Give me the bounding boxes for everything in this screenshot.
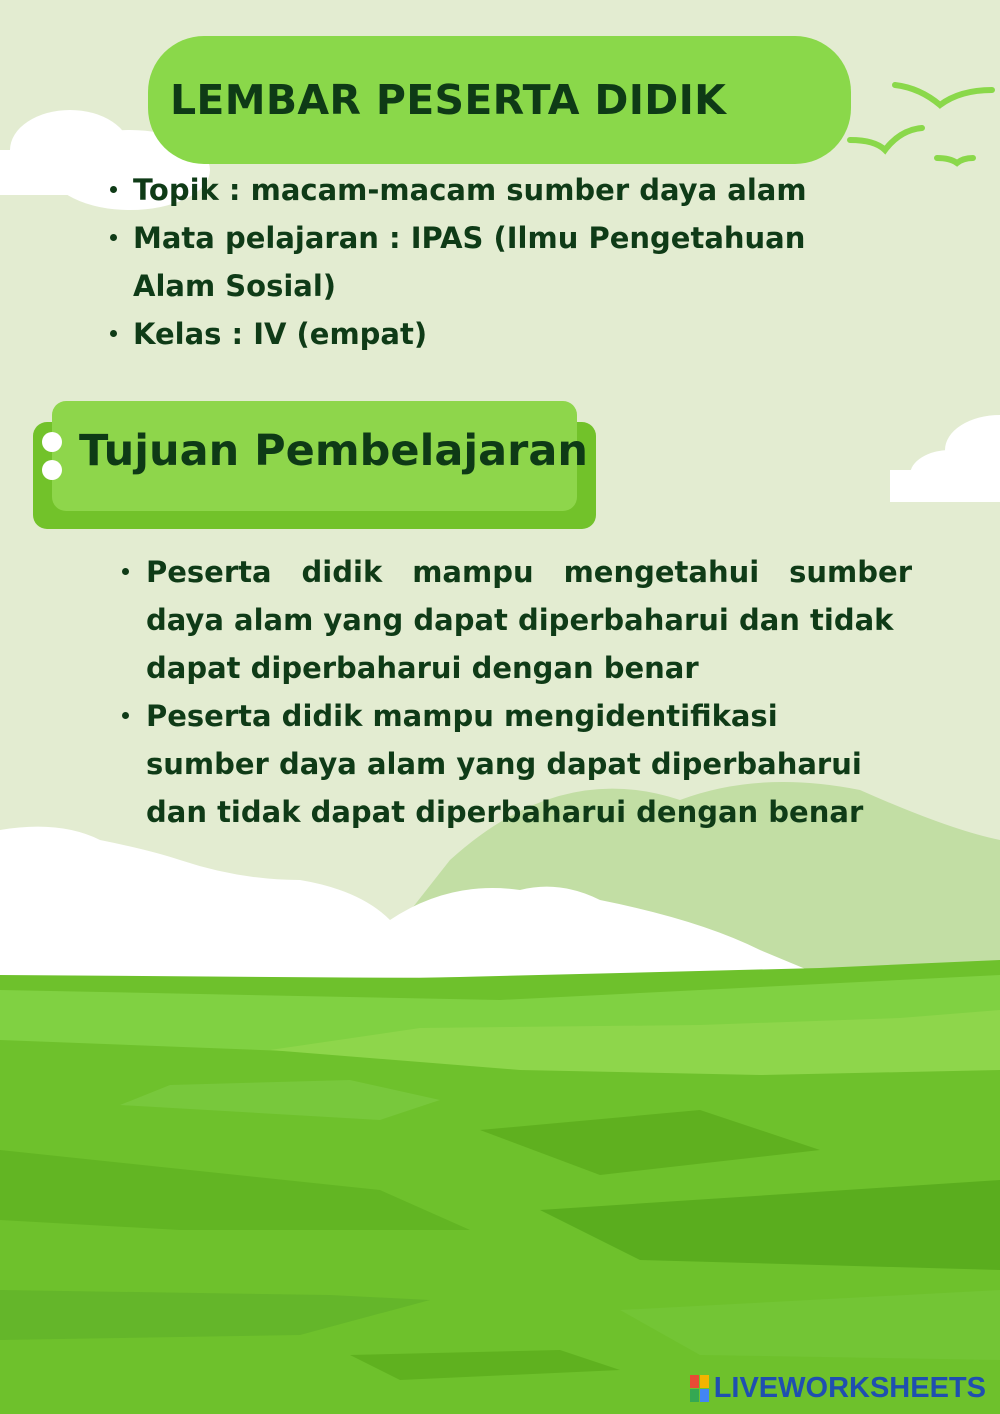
page-title: LEMBAR PESERTA DIDIK [170, 76, 727, 124]
liveworksheets-logo-icon [690, 1375, 710, 1403]
goal-word: Peserta [146, 555, 272, 589]
watermark-text: LIVEWORKSHEETS [713, 1372, 986, 1404]
goal-word: sumber [789, 555, 912, 589]
info-item-topic: Topik : macam-macam sumber daya alam [133, 166, 873, 214]
goal-list [146, 548, 912, 836]
goal-word: mampu [412, 555, 534, 589]
info-list [133, 166, 873, 358]
info-item-subject: Mata pelajaran : IPAS (Ilmu Pengetahuan Alam Sosial) [133, 214, 873, 310]
birds [850, 85, 992, 163]
section-title: Tujuan Pembelajaran [79, 426, 588, 476]
title-banner [148, 36, 851, 164]
decor-dot-top [42, 432, 62, 452]
goal-item-2: Peserta didik mampu mengidentifikasi sumber daya alam yang dapat diperbaharui dan tidak dapat diperbaharui dengan benar [146, 692, 886, 836]
goal-item-1 [146, 548, 912, 692]
goal-item-1-first-line [146, 548, 912, 596]
goal-word: mengetahui [563, 555, 760, 589]
cloud-right [890, 415, 1000, 502]
decor-dot-bottom [42, 460, 62, 480]
liveworksheets-watermark [690, 1372, 986, 1405]
goal-item-1-rest: daya alam yang dapat diperbaharui dan tidak dapat diperbaharui dengan benar [146, 603, 894, 685]
goal-word: didik [301, 555, 383, 589]
info-item-class: Kelas : IV (empat) [133, 310, 873, 358]
